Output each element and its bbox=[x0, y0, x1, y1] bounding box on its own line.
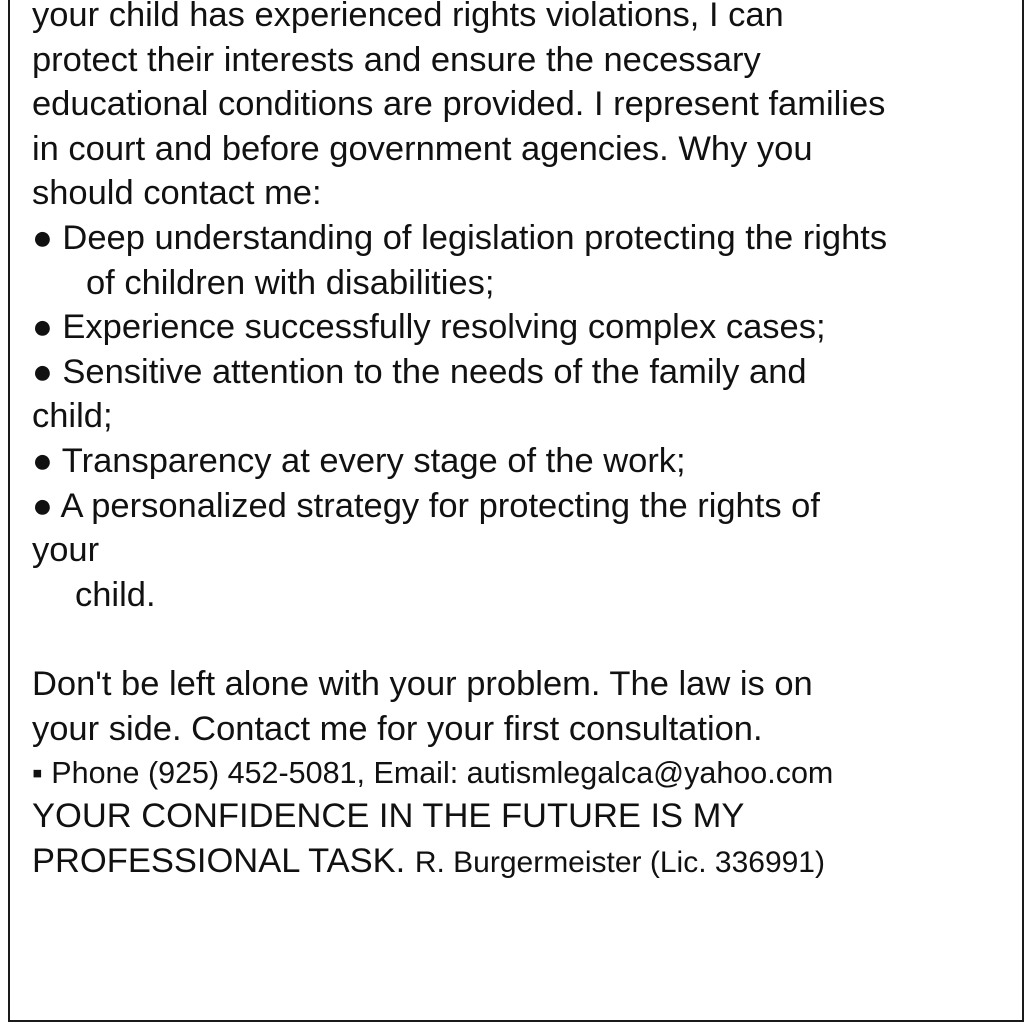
bullet-text: ● Experience successfully resolving complex cases; bbox=[32, 308, 826, 347]
bullet-text-continued: of children with disabilities; bbox=[86, 263, 495, 302]
intro-line: should contact me: bbox=[32, 174, 322, 213]
bullet-item-personalized-strategy bbox=[32, 484, 1017, 618]
bullet-text-continued: child; bbox=[32, 397, 113, 436]
tagline-line: YOUR CONFIDENCE IN THE FUTURE IS MY bbox=[32, 797, 745, 836]
bullet-item-legislation bbox=[32, 216, 1017, 305]
tagline-line bbox=[32, 839, 1017, 886]
document-body bbox=[32, 0, 1017, 885]
bullet-text-continued: child. bbox=[75, 575, 156, 614]
intro-line: educational conditions are provided. I represent families bbox=[32, 85, 886, 124]
bullet-text: ● A personalized strategy for protecting the rights of bbox=[32, 486, 820, 525]
bullet-text-continued: your bbox=[32, 531, 100, 570]
signature: R. Burgermeister (Lic. 336991) bbox=[414, 845, 825, 879]
bullet-text: ● Deep understanding of legislation protecting the rights bbox=[32, 218, 888, 257]
bullet-text: ● Sensitive attention to the needs of the family and bbox=[32, 352, 807, 391]
tagline-text: PROFESSIONAL TASK. bbox=[32, 841, 406, 880]
closing-line: Don't be left alone with your problem. The law is on bbox=[32, 664, 813, 703]
bullet-item-transparency bbox=[32, 439, 1017, 484]
paragraph-gap bbox=[32, 617, 1017, 662]
intro-line: your child has experienced rights violations, I can bbox=[32, 0, 784, 34]
contact-info: ▪ Phone (925) 452-5081, Email: autismlegalca@yahoo.com bbox=[32, 756, 834, 791]
closing-line: your side. Contact me for your first consultation. bbox=[32, 709, 763, 748]
intro-line: protect their interests and ensure the necessary bbox=[32, 40, 761, 79]
bullet-text: ● Transparency at every stage of the work; bbox=[32, 441, 686, 480]
bullet-item-sensitive-attention bbox=[32, 350, 1017, 439]
bullet-item-experience bbox=[32, 305, 1017, 350]
intro-line: in court and before government agencies. Why you bbox=[32, 129, 813, 168]
